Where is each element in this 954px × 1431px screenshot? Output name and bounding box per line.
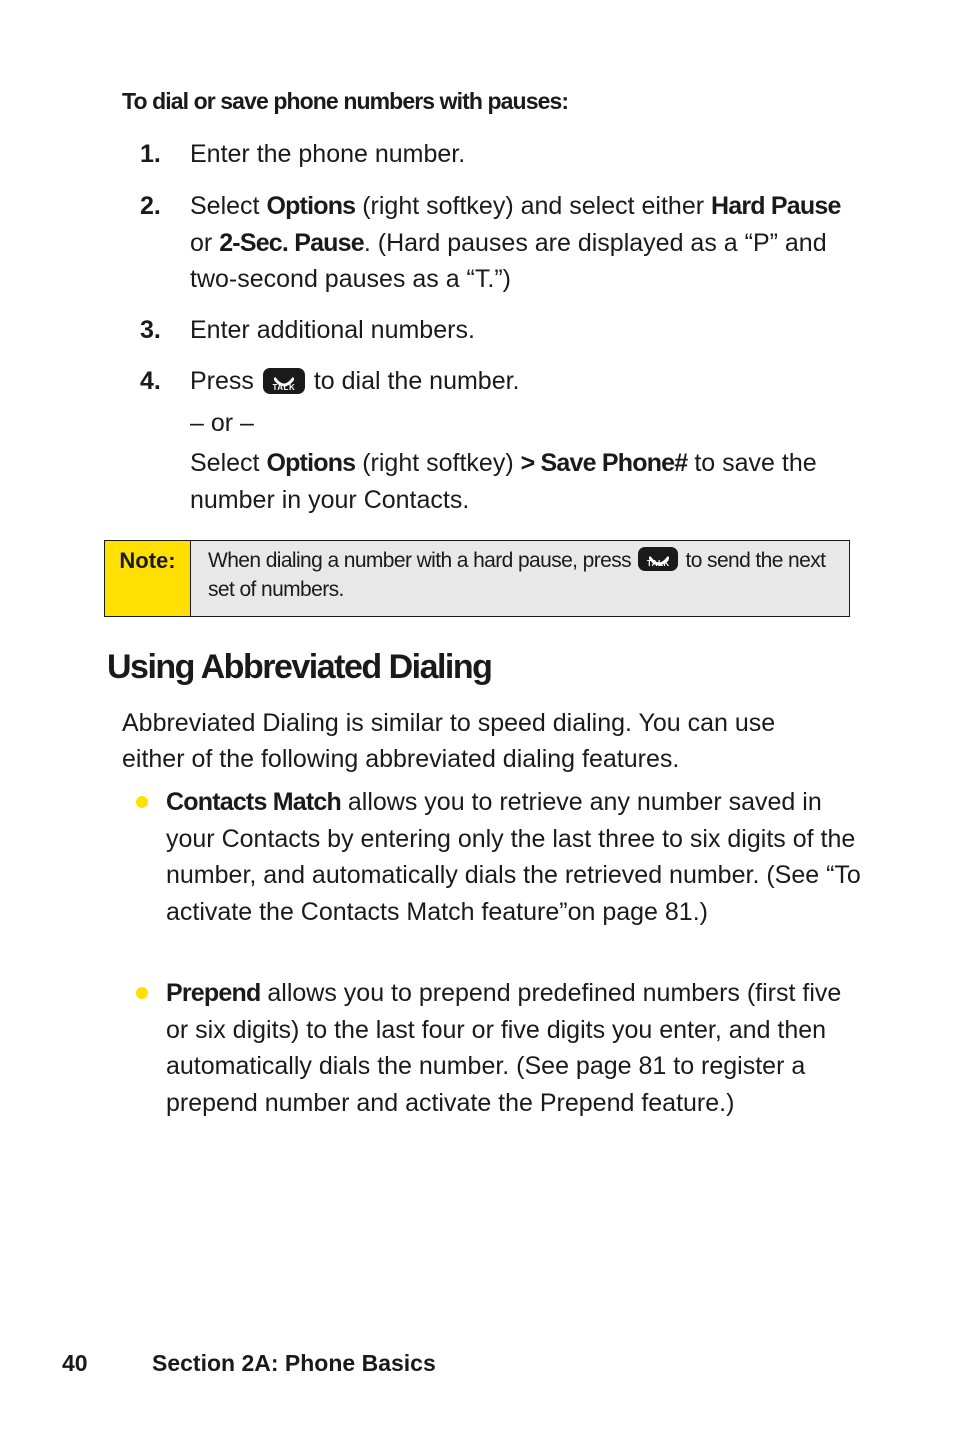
step-1 [140,136,860,173]
talk-key-icon: TALK [263,368,305,394]
step-number: 2. [140,192,161,220]
step-text: Select Options (right softkey) and select either Hard Pause or 2-Sec. Pause. (Hard pauses are displayed as a “P” and two-second pauses as a “T.”) [190,192,841,293]
note-text: When dialing a number with a hard pause, press TALK to send the next set of numbers. [208,549,826,601]
footer-section: Section 2A: Phone Basics [152,1350,436,1376]
step-text: Enter additional numbers. [190,316,475,344]
note-box [104,540,850,617]
two-sec-pause-command: 2-Sec. Pause [219,228,364,257]
step-3 [140,312,860,349]
bullet-term: Contacts Match [166,788,341,816]
page-number: 40 [62,1350,88,1376]
step-number: 1. [140,140,161,168]
save-phone-command: > Save Phone# [520,449,688,477]
bullet-contacts-match: Contacts Match allows you to retrieve any number saved in your Contacts by entering only the last three to six digits of the number, and automatically dials the retrieved number. (See “To activate the Contacts Match feature”on page 81.) [166,788,861,926]
bullet-prepend: Prepend allows you to prepend predefined numbers (first five or six digits) to the last four or five digits you enter, and then automatically dials the number. (See page 81 to register a prepend number and activate the Prepend feature.) [166,979,842,1117]
intro-paragraph: Abbreviated Dialing is similar to speed dialing. You can use either of the following abbreviated dialing features. [122,709,776,773]
note-label: Note: [105,541,191,616]
step-4 [140,363,860,518]
step-2 [140,188,860,298]
talk-key-icon: TALK [638,547,678,571]
step-text: Press TALK to dial the number. [190,367,520,395]
step-number: 4. [140,367,161,395]
procedure-heading: To dial or save phone numbers with pauses: [122,88,569,114]
step-alt-text: Select Options (right softkey) > Save Phone# to save the number in your Contacts. [190,449,817,514]
bullet-icon [136,987,148,999]
or-separator: – or – [190,408,254,437]
options-command: Options [266,449,356,477]
bullet-icon [136,796,148,808]
options-command: Options [266,192,356,220]
section-heading: Using Abbreviated Dialing [107,648,492,686]
step-text: Enter the phone number. [190,140,466,168]
hard-pause-command: Hard Pause [711,192,841,220]
bullet-term: Prepend [166,979,261,1007]
step-number: 3. [140,316,161,344]
